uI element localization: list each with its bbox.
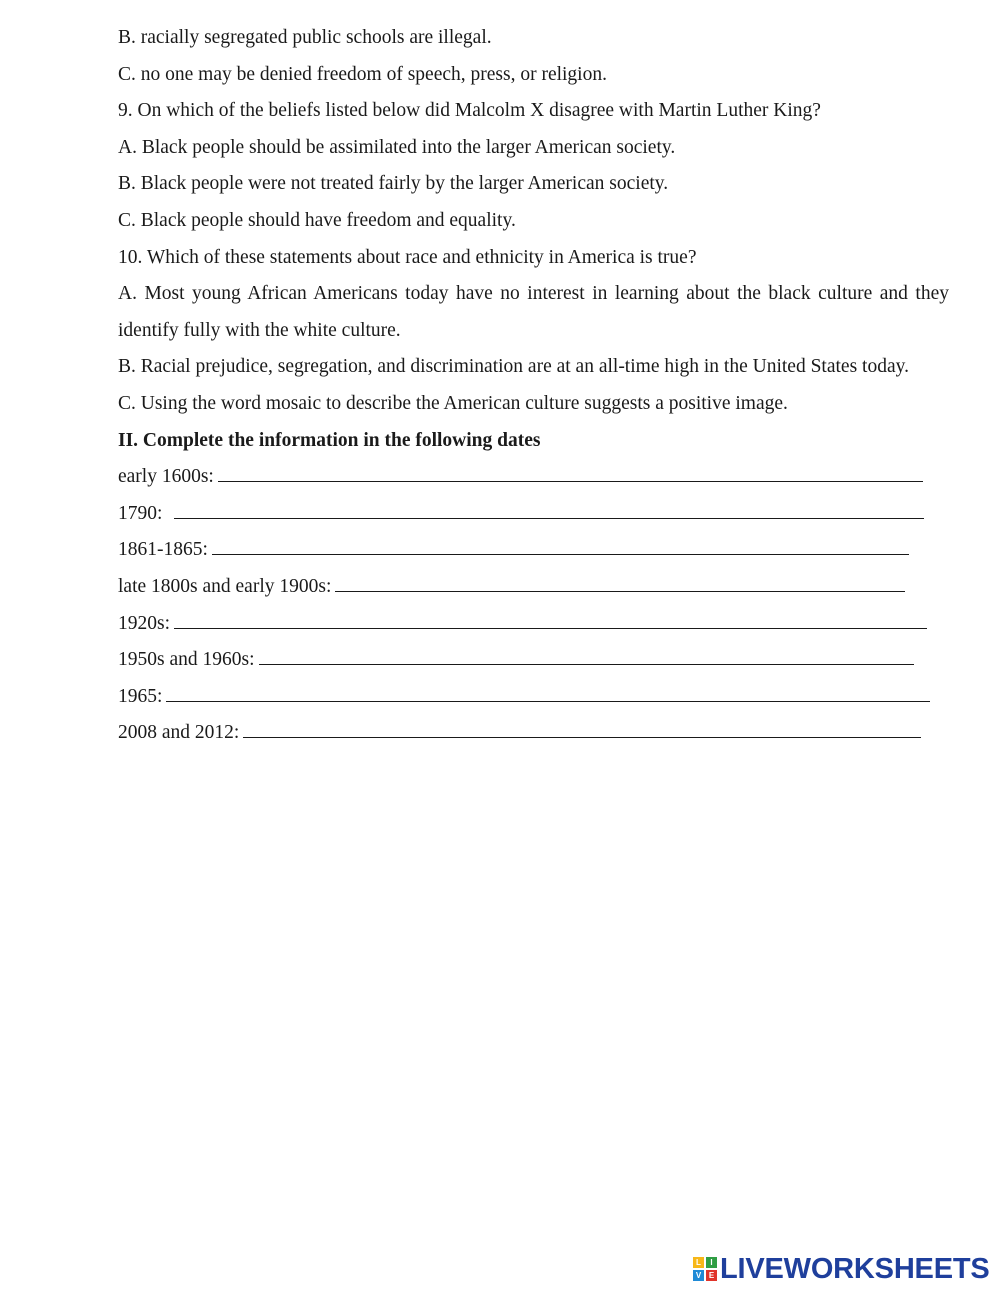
date-row-1920s [118, 606, 949, 643]
logo-cell: I [706, 1257, 717, 1268]
date-label: 1965: [118, 685, 163, 707]
answer-blank[interactable] [174, 517, 924, 519]
liveworksheets-logo[interactable] [693, 1254, 990, 1284]
question-9-option-c[interactable]: C. Black people should have freedom and equality. [118, 209, 516, 231]
answer-blank[interactable] [212, 553, 909, 555]
answer-blank[interactable] [259, 663, 914, 665]
date-label: early 1600s: [118, 466, 214, 488]
date-label: 1950s and 1960s: [118, 649, 255, 671]
date-row-1790 [118, 496, 949, 533]
section-2-heading: II. Complete the information in the following dates [118, 429, 541, 451]
date-row-early-1600s [118, 459, 949, 496]
question-10-option-b[interactable]: B. Racial prejudice, segregation, and discrimination are at an all-time high in the United States today. [118, 356, 909, 378]
question-8-option-b: B. racially segregated public schools are illegal. [118, 27, 492, 48]
answer-blank[interactable] [166, 700, 930, 702]
logo-mark-icon [693, 1257, 717, 1281]
answer-blank[interactable] [335, 590, 905, 592]
logo-cell: E [706, 1270, 717, 1281]
logo-cell: L [693, 1257, 704, 1268]
date-row-1965 [118, 679, 949, 716]
logo-text: LIVEWORKSHEETS [720, 1253, 990, 1285]
date-label: 1920s: [118, 612, 171, 634]
worksheet-content [118, 20, 949, 752]
date-row-1861-1865 [118, 532, 949, 569]
date-row-2008-2012 [118, 715, 949, 752]
question-9: 9. On which of the beliefs listed below did Malcolm X disagree with Martin Luther King? [118, 100, 821, 122]
answer-blank[interactable] [174, 627, 927, 629]
date-row-1950s-1960s [118, 642, 949, 679]
answer-blank[interactable] [243, 736, 921, 738]
logo-cell: V [693, 1270, 704, 1281]
date-label: 1861-1865: [118, 539, 208, 561]
question-10-option-c[interactable]: C. Using the word mosaic to describe the American culture suggests a positive image. [118, 392, 788, 414]
date-row-late-1800s-early-1900s [118, 569, 949, 606]
question-10-option-a[interactable]: A. Most young African Americans today have no interest in learning about the black culture and they identify fully with the white culture. [118, 283, 949, 341]
question-9-option-a[interactable]: A. Black people should be assimilated into the larger American society. [118, 136, 676, 158]
question-8-option-c: C. no one may be denied freedom of speech, press, or religion. [118, 63, 607, 85]
date-label: late 1800s and early 1900s: [118, 575, 332, 597]
date-label: 2008 and 2012: [118, 722, 240, 744]
question-9-option-b[interactable]: B. Black people were not treated fairly by the larger American society. [118, 173, 669, 195]
question-10: 10. Which of these statements about race and ethnicity in America is true? [118, 246, 697, 268]
answer-blank[interactable] [218, 480, 923, 482]
date-label: 1790: [118, 502, 163, 524]
